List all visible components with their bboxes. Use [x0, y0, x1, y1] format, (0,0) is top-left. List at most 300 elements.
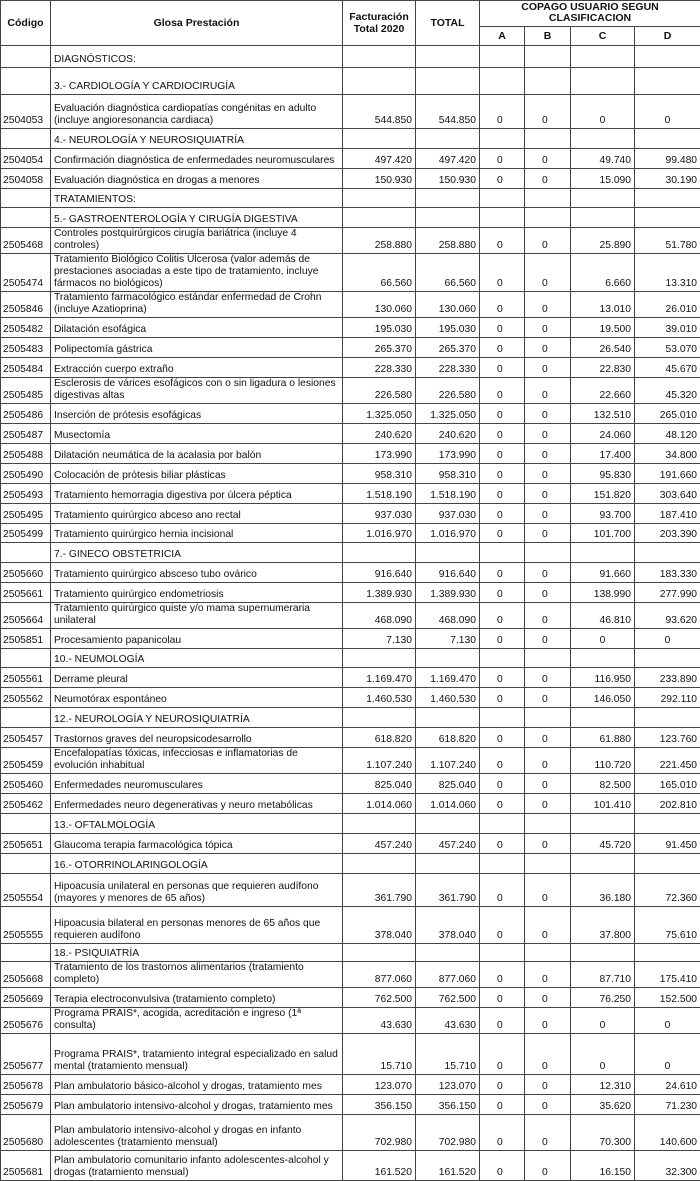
copago-a-cell: 0	[480, 484, 525, 504]
total-cell: 228.330	[416, 358, 480, 378]
facturacion-cell: 43.630	[343, 1008, 416, 1034]
total-cell: 226.580	[416, 378, 480, 404]
copago-d-cell: 191.660	[635, 464, 700, 484]
copago-d-cell: 265.010	[635, 404, 700, 424]
copago-c-cell: 151.820	[571, 484, 635, 504]
code-cell	[1, 854, 51, 874]
code-cell: 2505485	[1, 378, 51, 404]
description-cell: Tratamiento hemorragia digestiva por úlcera péptica	[51, 484, 343, 504]
code-cell: 2505651	[1, 834, 51, 854]
copago-a-cell: 0	[480, 563, 525, 583]
code-cell: 2505664	[1, 603, 51, 629]
copago-d-cell: 93.620	[635, 603, 700, 629]
code-cell: 2505846	[1, 292, 51, 318]
total-cell: 195.030	[416, 318, 480, 338]
code-cell	[1, 708, 51, 728]
copago-d-cell: 0	[635, 95, 700, 129]
copago-a-cell: 0	[480, 629, 525, 649]
copago-b-cell: 0	[525, 504, 571, 524]
total-cell: 702.980	[416, 1115, 480, 1151]
description-cell: Tratamiento quirúrgico endometriosis	[51, 583, 343, 603]
empty-cell	[635, 208, 700, 228]
empty-cell	[343, 46, 416, 68]
code-cell: 2505562	[1, 688, 51, 708]
section-label: 16.- OTORRINOLARINGOLOGÍA	[51, 854, 343, 874]
table-row	[1, 228, 700, 254]
table-row	[1, 728, 700, 748]
copago-c-cell: 26.540	[571, 338, 635, 358]
total-cell: 937.030	[416, 504, 480, 524]
facturacion-cell: 361.790	[343, 874, 416, 907]
facturacion-cell: 123.070	[343, 1075, 416, 1095]
copago-b-cell: 0	[525, 1115, 571, 1151]
header-codigo: Código	[1, 1, 51, 46]
facturacion-cell: 877.060	[343, 962, 416, 988]
description-cell: Esclerosis de várices esofágicos con o sin ligadura o lesiones digestivas altas	[51, 378, 343, 404]
section-row	[1, 854, 700, 874]
copago-d-cell: 203.390	[635, 524, 700, 543]
copago-d-cell: 221.450	[635, 748, 700, 774]
table-row	[1, 629, 700, 649]
facturacion-cell: 1.518.190	[343, 484, 416, 504]
code-cell: 2505660	[1, 563, 51, 583]
total-cell: 66.560	[416, 254, 480, 292]
empty-cell	[343, 189, 416, 208]
table-row	[1, 504, 700, 524]
copago-d-cell: 233.890	[635, 668, 700, 688]
empty-cell	[525, 708, 571, 728]
copago-a-cell: 0	[480, 583, 525, 603]
table-row	[1, 484, 700, 504]
copago-a-cell: 0	[480, 149, 525, 169]
code-cell: 2505851	[1, 629, 51, 649]
copago-d-cell: 53.070	[635, 338, 700, 358]
table-row	[1, 794, 700, 814]
facturacion-cell: 378.040	[343, 907, 416, 944]
code-cell: 2505561	[1, 668, 51, 688]
header-total: TOTAL	[416, 1, 480, 46]
facturacion-cell: 240.620	[343, 424, 416, 444]
facturacion-cell: 958.310	[343, 464, 416, 484]
copago-c-cell: 15.090	[571, 169, 635, 189]
total-cell: 7.130	[416, 629, 480, 649]
code-cell: 2505486	[1, 404, 51, 424]
facturacion-cell: 618.820	[343, 728, 416, 748]
section-label: 12.- NEUROLOGÍA Y NEUROSIQUIATRÍA	[51, 708, 343, 728]
copago-d-cell: 45.320	[635, 378, 700, 404]
copago-b-cell: 0	[525, 1075, 571, 1095]
empty-cell	[635, 543, 700, 563]
copago-d-cell: 123.760	[635, 728, 700, 748]
header-glosa: Glosa Prestación	[51, 1, 343, 46]
copago-b-cell: 0	[525, 728, 571, 748]
code-cell: 2505490	[1, 464, 51, 484]
copago-a-cell: 0	[480, 1095, 525, 1115]
total-cell: 43.630	[416, 1008, 480, 1034]
copago-c-cell: 36.180	[571, 874, 635, 907]
copago-d-cell: 277.990	[635, 583, 700, 603]
description-cell: Terapia electroconvulsiva (tratamiento completo)	[51, 988, 343, 1008]
table-row	[1, 774, 700, 794]
description-cell: Confirmación diagnóstica de enfermedades neuromusculares	[51, 149, 343, 169]
copago-d-cell: 165.010	[635, 774, 700, 794]
table-row	[1, 688, 700, 708]
facturacion-cell: 1.169.470	[343, 668, 416, 688]
table-row	[1, 603, 700, 629]
copago-d-cell: 48.120	[635, 424, 700, 444]
empty-cell	[343, 208, 416, 228]
copago-a-cell: 0	[480, 1008, 525, 1034]
total-cell: 1.389.930	[416, 583, 480, 603]
copago-b-cell: 0	[525, 668, 571, 688]
copago-a-cell: 0	[480, 988, 525, 1008]
total-cell: 1.107.240	[416, 748, 480, 774]
copago-b-cell: 0	[525, 583, 571, 603]
copago-a-cell: 0	[480, 794, 525, 814]
facturacion-cell: 130.060	[343, 292, 416, 318]
code-cell: 2505482	[1, 318, 51, 338]
copago-d-cell: 0	[635, 1008, 700, 1034]
copago-c-cell: 76.250	[571, 988, 635, 1008]
copago-a-cell: 0	[480, 834, 525, 854]
copago-c-cell: 37.800	[571, 907, 635, 944]
code-cell: 2505460	[1, 774, 51, 794]
total-cell: 958.310	[416, 464, 480, 484]
empty-cell	[343, 649, 416, 668]
facturacion-cell: 7.130	[343, 629, 416, 649]
description-cell: Tratamiento farmacológico estándar enfermedad de Crohn (incluye Azatioprina)	[51, 292, 343, 318]
description-cell: Procesamiento papanicolau	[51, 629, 343, 649]
copago-a-cell: 0	[480, 404, 525, 424]
table-row	[1, 358, 700, 378]
copago-c-cell: 0	[571, 1034, 635, 1075]
facturacion-cell: 1.107.240	[343, 748, 416, 774]
facturacion-cell: 497.420	[343, 149, 416, 169]
empty-cell	[343, 814, 416, 834]
copago-b-cell: 0	[525, 563, 571, 583]
section-label: 13.- OFTALMOLOGÍA	[51, 814, 343, 834]
empty-cell	[343, 854, 416, 874]
copago-b-cell: 0	[525, 338, 571, 358]
section-label: 5.- GASTROENTEROLOGÍA Y CIRUGÍA DIGESTIVA	[51, 208, 343, 228]
total-cell: 468.090	[416, 603, 480, 629]
facturacion-cell: 702.980	[343, 1115, 416, 1151]
empty-cell	[480, 708, 525, 728]
copago-a-cell: 0	[480, 95, 525, 129]
copago-a-cell: 0	[480, 358, 525, 378]
empty-cell	[343, 543, 416, 563]
copago-a-cell: 0	[480, 1115, 525, 1151]
empty-cell	[343, 708, 416, 728]
empty-cell	[343, 129, 416, 149]
description-cell: Programa PRAIS*, tratamiento integral especializado en salud mental (tratamiento mensual)	[51, 1034, 343, 1075]
facturacion-cell: 15.710	[343, 1034, 416, 1075]
copago-c-cell: 101.700	[571, 524, 635, 543]
copago-c-cell: 46.810	[571, 603, 635, 629]
copago-b-cell: 0	[525, 962, 571, 988]
copago-b-cell: 0	[525, 834, 571, 854]
table-row	[1, 1034, 700, 1075]
facturacion-cell: 173.990	[343, 444, 416, 464]
code-cell: 2505678	[1, 1075, 51, 1095]
copago-a-cell: 0	[480, 874, 525, 907]
empty-cell	[480, 189, 525, 208]
total-cell: 15.710	[416, 1034, 480, 1075]
table-row	[1, 583, 700, 603]
empty-cell	[525, 944, 571, 962]
copago-b-cell: 0	[525, 444, 571, 464]
empty-cell	[416, 543, 480, 563]
code-cell: 2505677	[1, 1034, 51, 1075]
table-row	[1, 962, 700, 988]
section-label: 7.- GINECO OBSTETRICIA	[51, 543, 343, 563]
copago-b-cell: 0	[525, 149, 571, 169]
table-row	[1, 318, 700, 338]
copago-a-cell: 0	[480, 228, 525, 254]
copago-b-cell: 0	[525, 688, 571, 708]
description-cell: Musectomía	[51, 424, 343, 444]
empty-cell	[525, 649, 571, 668]
facturacion-cell: 66.560	[343, 254, 416, 292]
table-row	[1, 169, 700, 189]
description-cell: Polipectomía gástrica	[51, 338, 343, 358]
empty-cell	[525, 46, 571, 68]
facturacion-cell: 1.460.530	[343, 688, 416, 708]
empty-cell	[635, 854, 700, 874]
code-cell: 2505462	[1, 794, 51, 814]
table-row	[1, 524, 700, 543]
table-row	[1, 1075, 700, 1095]
description-cell: Evaluación diagnóstica cardiopatías congénitas en adulto (incluye angioresonancia cardiaca)	[51, 95, 343, 129]
total-cell: 877.060	[416, 962, 480, 988]
copago-c-cell: 12.310	[571, 1075, 635, 1095]
description-cell: Derrame pleural	[51, 668, 343, 688]
total-cell: 1.325.050	[416, 404, 480, 424]
empty-cell	[571, 708, 635, 728]
copago-b-cell: 0	[525, 748, 571, 774]
code-cell: 2505493	[1, 484, 51, 504]
empty-cell	[571, 46, 635, 68]
total-cell: 173.990	[416, 444, 480, 464]
copago-a-cell: 0	[480, 424, 525, 444]
description-cell: Plan ambulatorio intensivo-alcohol y drogas en infanto adolescentes (tratamiento mensual)	[51, 1115, 343, 1151]
total-cell: 1.014.060	[416, 794, 480, 814]
copago-d-cell: 202.810	[635, 794, 700, 814]
code-cell	[1, 129, 51, 149]
code-cell: 2505459	[1, 748, 51, 774]
facturacion-cell: 825.040	[343, 774, 416, 794]
empty-cell	[571, 129, 635, 149]
description-cell: Controles postquirúrgicos cirugía bariátrica (incluye 4 controles)	[51, 228, 343, 254]
table-row	[1, 668, 700, 688]
copago-c-cell: 0	[571, 95, 635, 129]
empty-cell	[571, 68, 635, 95]
copago-a-cell: 0	[480, 748, 525, 774]
copago-b-cell: 0	[525, 524, 571, 543]
empty-cell	[635, 46, 700, 68]
copago-d-cell: 51.780	[635, 228, 700, 254]
table-row	[1, 338, 700, 358]
table-row	[1, 874, 700, 907]
table-row	[1, 292, 700, 318]
copago-b-cell: 0	[525, 464, 571, 484]
code-cell: 2505680	[1, 1115, 51, 1151]
description-cell: Plan ambulatorio intensivo-alcohol y drogas, tratamiento mes	[51, 1095, 343, 1115]
copago-c-cell: 87.710	[571, 962, 635, 988]
copago-d-cell: 30.190	[635, 169, 700, 189]
copago-b-cell: 0	[525, 484, 571, 504]
code-cell: 2505488	[1, 444, 51, 464]
copago-c-cell: 82.500	[571, 774, 635, 794]
copago-b-cell: 0	[525, 874, 571, 907]
description-cell: Programa PRAIS*, acogida, acreditación e ingreso (1ª consulta)	[51, 1008, 343, 1034]
copago-b-cell: 0	[525, 228, 571, 254]
copago-a-cell: 0	[480, 774, 525, 794]
total-cell: 1.518.190	[416, 484, 480, 504]
empty-cell	[525, 189, 571, 208]
code-cell: 2505555	[1, 907, 51, 944]
empty-cell	[635, 68, 700, 95]
copago-a-cell: 0	[480, 169, 525, 189]
code-cell: 2505681	[1, 1151, 51, 1181]
copago-a-cell: 0	[480, 962, 525, 988]
copago-a-cell: 0	[480, 338, 525, 358]
empty-cell	[525, 543, 571, 563]
empty-cell	[635, 944, 700, 962]
table-row	[1, 404, 700, 424]
copago-d-cell: 175.410	[635, 962, 700, 988]
facturacion-cell: 457.240	[343, 834, 416, 854]
code-cell: 2504058	[1, 169, 51, 189]
facturacion-cell: 1.014.060	[343, 794, 416, 814]
total-cell: 1.016.970	[416, 524, 480, 543]
empty-cell	[571, 649, 635, 668]
copago-c-cell: 16.150	[571, 1151, 635, 1181]
copago-a-cell: 0	[480, 668, 525, 688]
empty-cell	[480, 814, 525, 834]
copago-c-cell: 19.500	[571, 318, 635, 338]
empty-cell	[480, 649, 525, 668]
copago-d-cell: 34.800	[635, 444, 700, 464]
facturacion-cell: 265.370	[343, 338, 416, 358]
table-row	[1, 444, 700, 464]
copago-b-cell: 0	[525, 254, 571, 292]
code-cell: 2505676	[1, 1008, 51, 1034]
total-cell: 150.930	[416, 169, 480, 189]
copago-c-cell: 22.660	[571, 378, 635, 404]
empty-cell	[525, 129, 571, 149]
facturacion-cell: 226.580	[343, 378, 416, 404]
total-cell: 378.040	[416, 907, 480, 944]
copago-c-cell: 93.700	[571, 504, 635, 524]
table-row	[1, 149, 700, 169]
description-cell: Plan ambulatorio comunitario infanto adolescentes-alcohol y drogas (tratamiento mensual)	[51, 1151, 343, 1181]
section-row	[1, 208, 700, 228]
copago-a-cell: 0	[480, 464, 525, 484]
copago-d-cell: 303.640	[635, 484, 700, 504]
header-d: D	[635, 27, 700, 46]
table-row	[1, 378, 700, 404]
copago-d-cell: 71.230	[635, 1095, 700, 1115]
copago-b-cell: 0	[525, 358, 571, 378]
code-cell: 2505483	[1, 338, 51, 358]
copago-b-cell: 0	[525, 1008, 571, 1034]
copago-d-cell: 0	[635, 1034, 700, 1075]
copago-d-cell: 91.450	[635, 834, 700, 854]
facturacion-cell: 544.850	[343, 95, 416, 129]
total-cell: 240.620	[416, 424, 480, 444]
empty-cell	[416, 189, 480, 208]
copago-c-cell: 95.830	[571, 464, 635, 484]
empty-cell	[480, 68, 525, 95]
empty-cell	[480, 543, 525, 563]
copago-d-cell: 183.330	[635, 563, 700, 583]
total-cell: 265.370	[416, 338, 480, 358]
copago-c-cell: 116.950	[571, 668, 635, 688]
table-row	[1, 1008, 700, 1034]
description-cell: Neumotórax espontáneo	[51, 688, 343, 708]
facturacion-cell: 258.880	[343, 228, 416, 254]
description-cell: Enfermedades neuro degenerativas y neuro metabólicas	[51, 794, 343, 814]
copago-b-cell: 0	[525, 794, 571, 814]
total-cell: 497.420	[416, 149, 480, 169]
facturacion-cell: 468.090	[343, 603, 416, 629]
code-cell	[1, 208, 51, 228]
total-cell: 825.040	[416, 774, 480, 794]
description-cell: Tratamiento de los trastornos alimentarios (tratamiento completo)	[51, 962, 343, 988]
empty-cell	[480, 208, 525, 228]
section-row	[1, 649, 700, 668]
copago-d-cell: 45.670	[635, 358, 700, 378]
facturacion-cell: 1.325.050	[343, 404, 416, 424]
copago-c-cell: 17.400	[571, 444, 635, 464]
copago-d-cell: 39.010	[635, 318, 700, 338]
description-cell: Evaluación diagnóstica en drogas a menores	[51, 169, 343, 189]
table-row	[1, 1115, 700, 1151]
copago-b-cell: 0	[525, 1034, 571, 1075]
copago-d-cell: 72.360	[635, 874, 700, 907]
code-cell	[1, 189, 51, 208]
code-cell: 2504054	[1, 149, 51, 169]
copago-c-cell: 22.830	[571, 358, 635, 378]
empty-cell	[343, 944, 416, 962]
copago-c-cell: 24.060	[571, 424, 635, 444]
code-cell: 2505679	[1, 1095, 51, 1115]
section-row	[1, 543, 700, 563]
total-cell: 457.240	[416, 834, 480, 854]
copago-b-cell: 0	[525, 169, 571, 189]
copago-c-cell: 35.620	[571, 1095, 635, 1115]
description-cell: Inserción de prótesis esofágicas	[51, 404, 343, 424]
copago-a-cell: 0	[480, 524, 525, 543]
copago-d-cell: 187.410	[635, 504, 700, 524]
empty-cell	[525, 208, 571, 228]
section-row	[1, 129, 700, 149]
table-row	[1, 254, 700, 292]
description-cell: Hipoacusia unilateral en personas que requieren audífono (mayores y menores de 65 años)	[51, 874, 343, 907]
section-label: 3.- CARDIOLOGÍA Y CARDIOCIRUGÍA	[51, 68, 343, 95]
total-cell: 161.520	[416, 1151, 480, 1181]
code-cell: 2505661	[1, 583, 51, 603]
total-cell: 356.150	[416, 1095, 480, 1115]
copago-c-cell: 132.510	[571, 404, 635, 424]
total-cell: 361.790	[416, 874, 480, 907]
copago-d-cell: 292.110	[635, 688, 700, 708]
copago-b-cell: 0	[525, 988, 571, 1008]
code-cell	[1, 543, 51, 563]
description-cell: Extracción cuerpo extraño	[51, 358, 343, 378]
copago-a-cell: 0	[480, 603, 525, 629]
